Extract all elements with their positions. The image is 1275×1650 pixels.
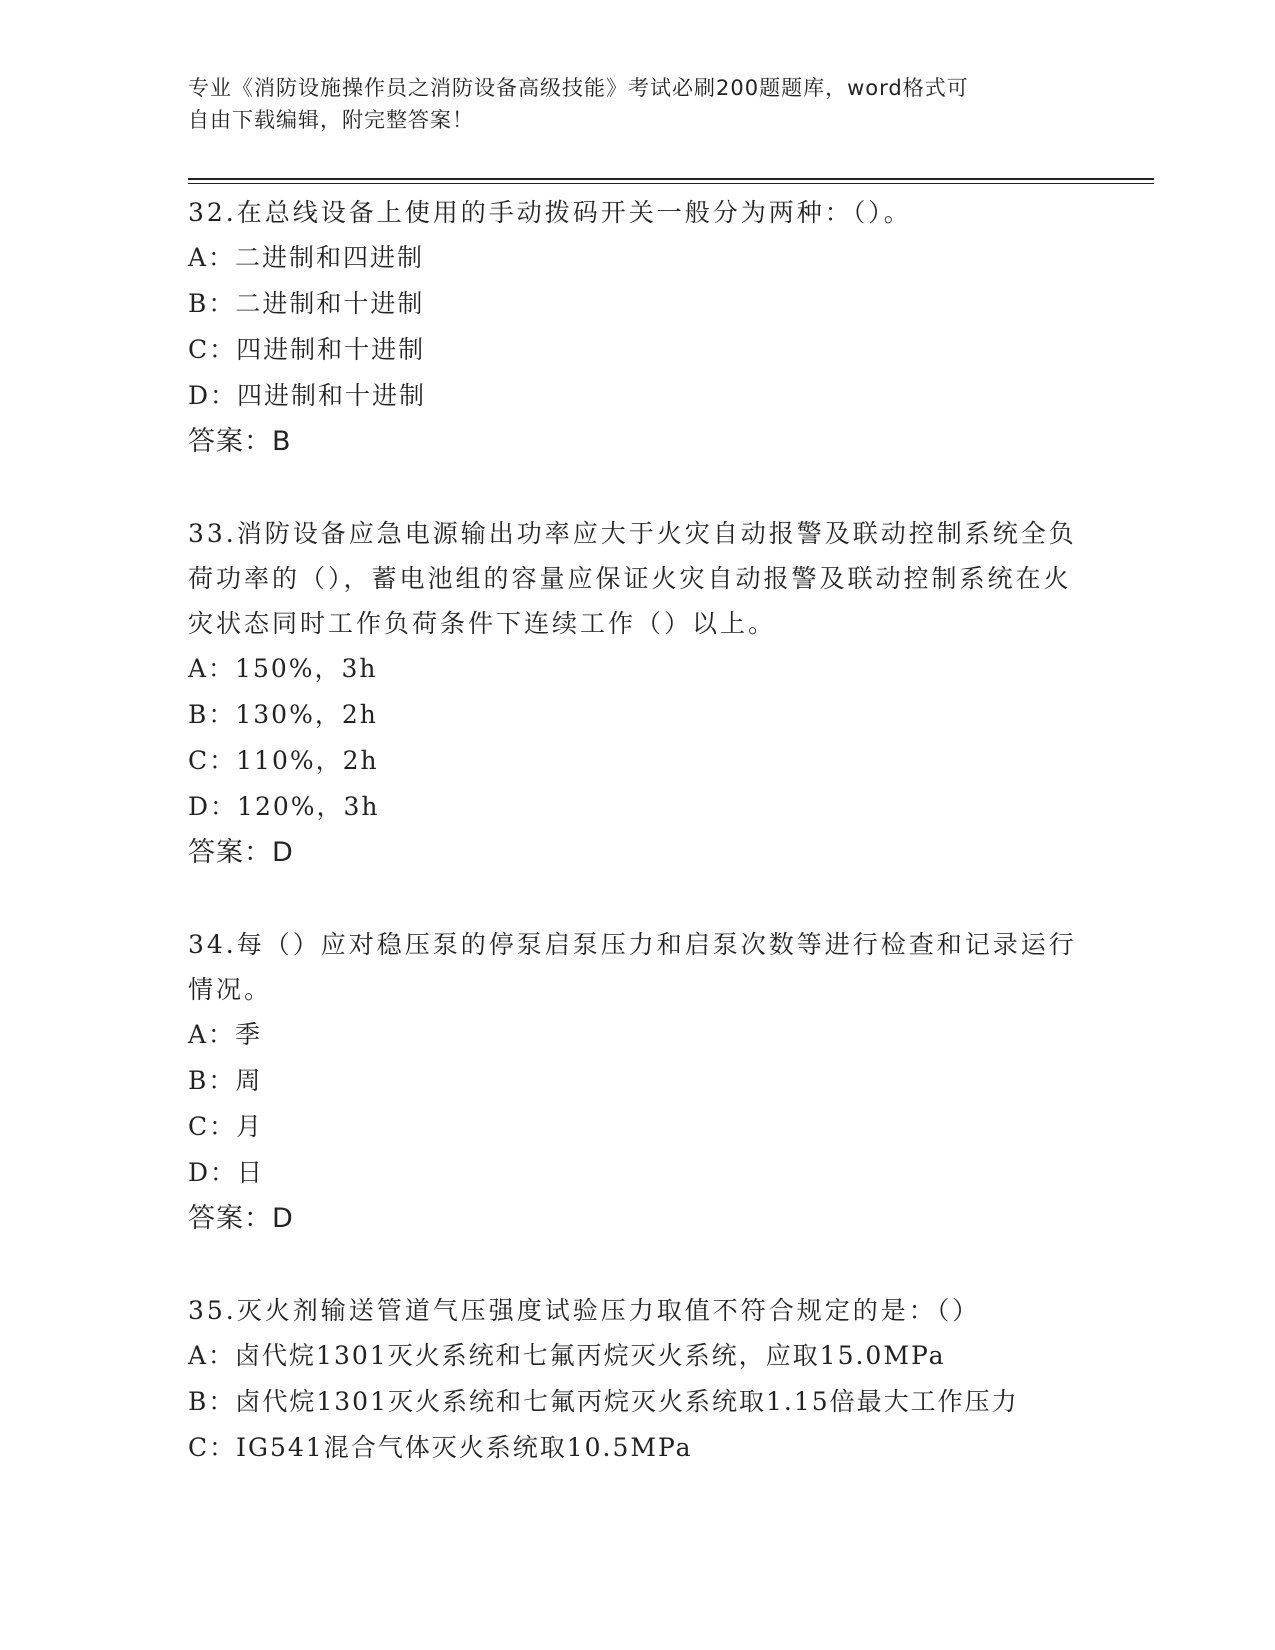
option-c: C：四进制和十进制 xyxy=(188,335,426,364)
header-line-2: 自由下载编辑，附完整答案！ xyxy=(188,108,474,132)
question-stem: 33.消防设备应急电源输出功率应大于火灾自动报警及联动控制系统全负荷功率的（），蓄电池组的容量应保证火灾自动报警及联动控制系统在火灾状态同时工作负荷条件下连续工作（）以上。 xyxy=(188,519,1077,638)
question-list xyxy=(188,190,1088,1517)
option-a: A：卤代烷1301灭火系统和七氟丙烷灭火系统，应取15.0MPa xyxy=(188,1341,946,1370)
option-b: B：130%，2h xyxy=(188,700,378,729)
answer-label: 答案：B xyxy=(188,426,292,457)
header-divider-thick xyxy=(188,178,1154,180)
option-c: C：IG541混合气体灭火系统取10.5MPa xyxy=(188,1433,693,1462)
question-33 xyxy=(188,511,1088,876)
document-header xyxy=(188,72,1088,136)
option-b: B：二进制和十进制 xyxy=(188,289,425,318)
answer-label: 答案：D xyxy=(188,837,294,868)
option-c: C：月 xyxy=(188,1112,264,1141)
question-stem: 35.灭火剂输送管道气压强度试验压力取值不符合规定的是：（） xyxy=(188,1296,981,1325)
option-d: D：120%，3h xyxy=(188,792,380,821)
option-a: A：二进制和四进制 xyxy=(188,243,425,272)
option-d: D：日 xyxy=(188,1158,265,1187)
option-a: A：季 xyxy=(188,1020,263,1049)
answer-label: 答案：D xyxy=(188,1203,294,1234)
option-c: C：110%，2h xyxy=(188,746,379,775)
question-stem: 34.每（）应对稳压泵的停泵启泵压力和启泵次数等进行检查和记录运行情况。 xyxy=(188,930,1077,1004)
header-divider-thin xyxy=(188,183,1154,184)
option-d: D：四进制和十进制 xyxy=(188,381,427,410)
question-35 xyxy=(188,1288,1088,1471)
question-stem: 32.在总线设备上使用的手动拨码开关一般分为两种：（）。 xyxy=(188,198,912,227)
option-a: A：150%，3h xyxy=(188,654,378,683)
question-32 xyxy=(188,190,1088,465)
question-34 xyxy=(188,922,1088,1242)
header-line-1: 专业《消防设施操作员之消防设备高级技能》考试必刷200题题库，word格式可 xyxy=(188,76,969,100)
option-b: B：周 xyxy=(188,1066,263,1095)
option-b: B：卤代烷1301灭火系统和七氟丙烷灭火系统取1.15倍最大工作压力 xyxy=(188,1387,1019,1416)
